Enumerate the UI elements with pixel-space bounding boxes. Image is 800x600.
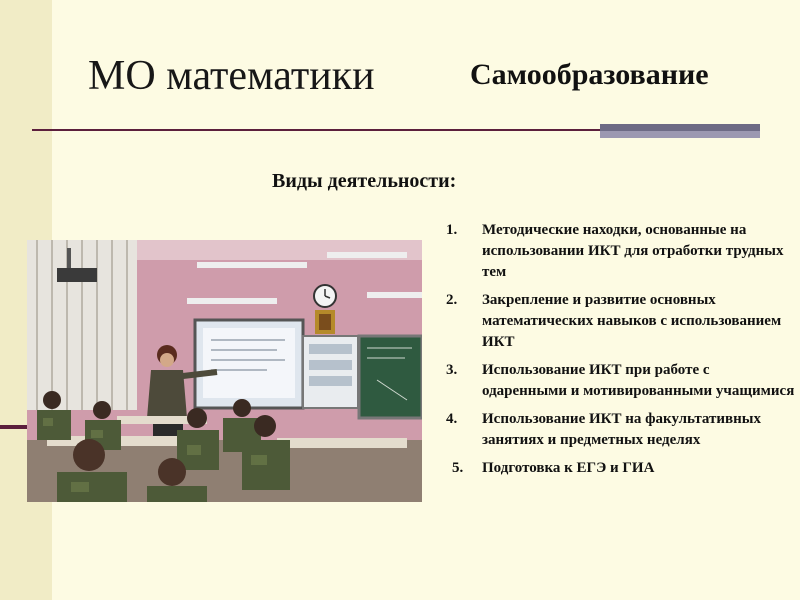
- list-item: [446, 360, 796, 402]
- list-item-text: Использование ИКТ при работе с одаренными и мотивированными учащимися: [482, 362, 795, 399]
- activities-list: [446, 220, 796, 486]
- list-item: [446, 458, 796, 479]
- slide-title: МО математики: [88, 53, 375, 99]
- list-item-number: 2.: [446, 292, 458, 308]
- list-item-text: Подготовка к ЕГЭ и ГИА: [482, 460, 655, 476]
- list-item-text: Методические находки, основанные на использовании ИКТ для отработки трудных тем: [482, 222, 784, 280]
- list-item: [446, 220, 796, 283]
- list-item-number: 5.: [452, 460, 464, 476]
- classroom-photo: [27, 240, 422, 502]
- list-item: [446, 290, 796, 353]
- slide-subtitle: Самообразование: [470, 58, 709, 91]
- list-item-text: Закрепление и развитие основных математических навыков с использованием ИКТ: [482, 292, 782, 350]
- list-item: [446, 409, 796, 451]
- list-item-text: Использование ИКТ на факультативных занятиях и предметных неделях: [482, 411, 762, 448]
- list-item-number: 3.: [446, 362, 458, 378]
- activities-heading: Виды деятельности:: [272, 170, 457, 192]
- list-item-number: 4.: [446, 411, 458, 427]
- title-divider-block: [600, 124, 760, 138]
- title-divider-line: [32, 129, 602, 131]
- list-item-number: 1.: [446, 222, 458, 238]
